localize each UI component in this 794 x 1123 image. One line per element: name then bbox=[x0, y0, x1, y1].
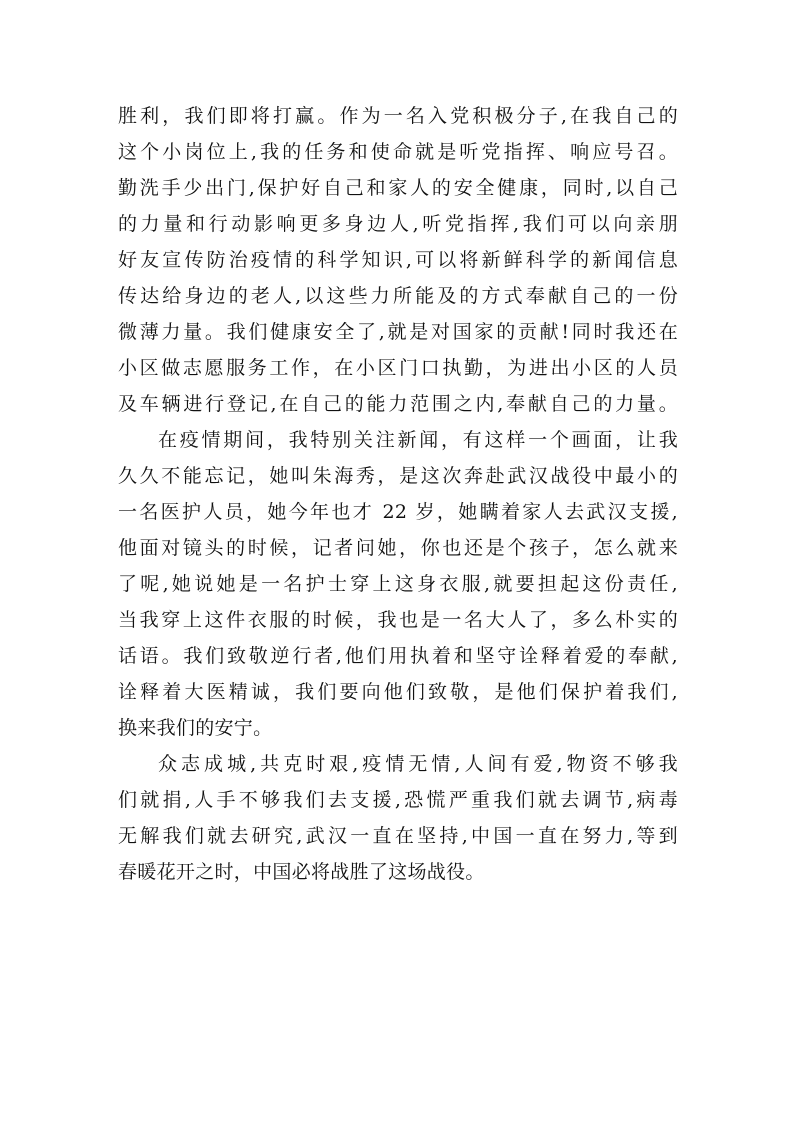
text-line: 好友宣传防治疫情的科学知识,可以将新鲜科学的新闻信息 bbox=[118, 249, 678, 271]
text-line: 久久不能忘记，她叫朱海秀，是这次奔赴武汉战役中最小的 bbox=[118, 465, 678, 487]
text-line: 话语。我们致敬逆行者,他们用执着和坚守诠释着爱的奉献, bbox=[118, 645, 678, 667]
text-line: 当我穿上这件衣服的时候，我也是一名大人了，多么朴实的 bbox=[118, 609, 678, 631]
text-line: 换来我们的安宁。 bbox=[118, 717, 273, 739]
text-line: 的力量和行动影响更多身边人,听党指挥,我们可以向亲朋 bbox=[118, 213, 678, 235]
text-line: 胜利，我们即将打赢。作为一名入党积极分子,在我自己的 bbox=[118, 105, 678, 127]
text-line: 众志成城,共克时艰,疫情无情,人间有爱,物资不够我 bbox=[158, 753, 678, 775]
text-line: 及车辆进行登记,在自己的能力范围之内,奉献自己的力量。 bbox=[118, 393, 678, 415]
paragraph-2 bbox=[118, 422, 678, 746]
paragraph-3 bbox=[118, 746, 678, 890]
text-line: 了呢,她说她是一名护士穿上这身衣服,就要担起这份责任, bbox=[118, 573, 678, 595]
text-line: 这个小岗位上,我的任务和使命就是听党指挥、响应号召。 bbox=[118, 141, 678, 163]
text-line: 们就捐,人手不够我们去支援,恐慌严重我们就去调节,病毒 bbox=[118, 789, 678, 811]
document-body bbox=[118, 98, 678, 890]
text-line: 诠释着大医精诚，我们要向他们致敬，是他们保护着我们, bbox=[118, 681, 678, 703]
text-line: 小区做志愿服务工作，在小区门口执勤，为进出小区的人员 bbox=[118, 357, 678, 379]
text-line: 在疫情期间，我特别关注新闻，有这样一个画面，让我 bbox=[158, 429, 678, 451]
text-line: 勤洗手少出门,保护好自己和家人的安全健康，同时,以自己 bbox=[118, 177, 678, 199]
text-line: 无解我们就去研究,武汉一直在坚持,中国一直在努力,等到 bbox=[118, 825, 678, 847]
text-line: 一名医护人员，她今年也才 22 岁，她瞒着家人去武汉支援, bbox=[118, 501, 678, 523]
text-line: 春暖花开之时，中国必将战胜了这场战役。 bbox=[118, 861, 485, 883]
paragraph-1 bbox=[118, 98, 678, 422]
text-line: 传达给身边的老人,以这些力所能及的方式奉献自己的一份 bbox=[118, 285, 678, 307]
text-line: 微薄力量。我们健康安全了,就是对国家的贡献!同时我还在 bbox=[118, 321, 678, 343]
text-line: 他面对镜头的时候，记者问她，你也还是个孩子，怎么就来 bbox=[118, 537, 678, 559]
